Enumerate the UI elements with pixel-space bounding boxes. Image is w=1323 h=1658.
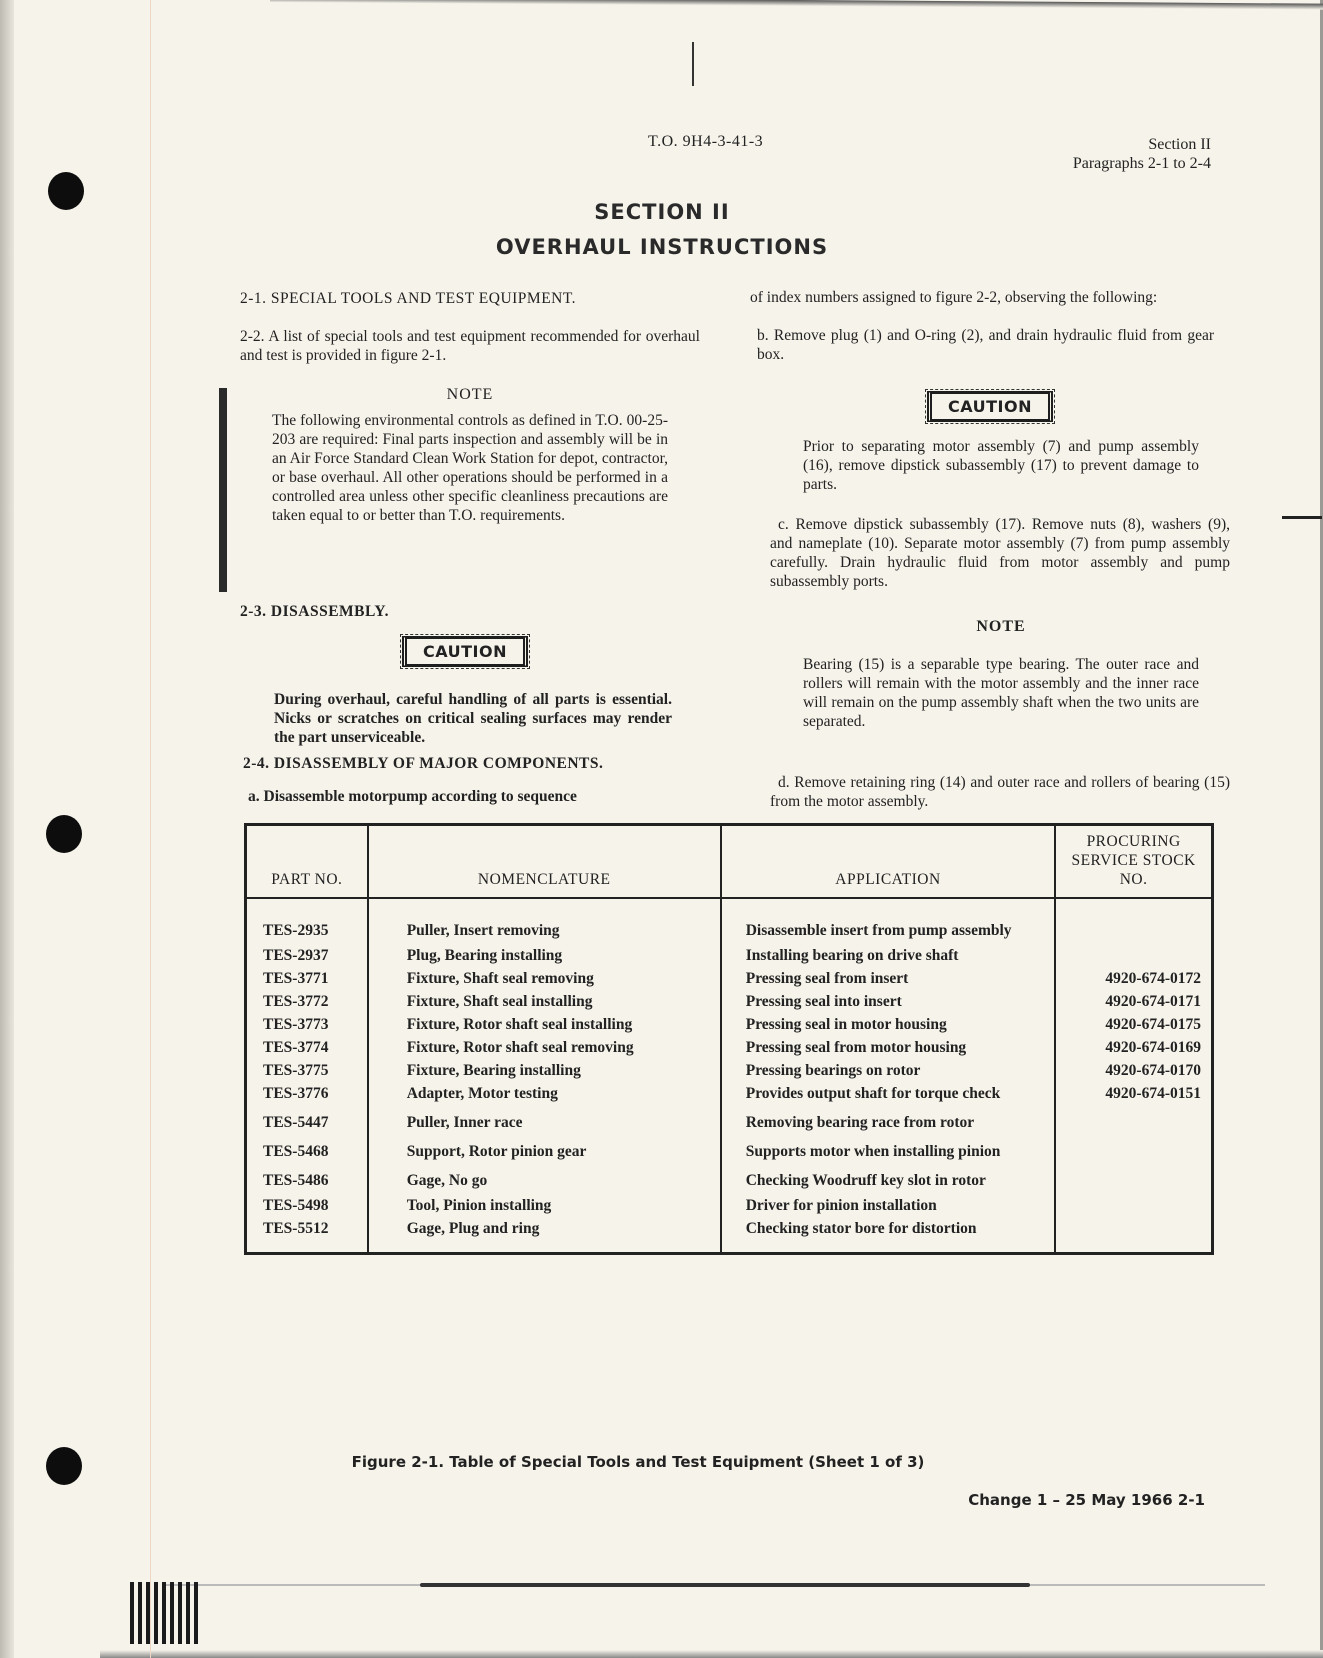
part-no-cell: TES-2937: [246, 940, 368, 965]
section-title: SECTION II: [594, 200, 730, 224]
heading-disassembly: 2-3. DISASSEMBLY.: [240, 603, 390, 620]
table-row: [246, 1034, 1213, 1057]
note-block: [803, 617, 1199, 731]
application-cell: Installing bearing on drive shaft: [721, 940, 1055, 965]
continued-text: of index numbers assigned to figure 2-2, observing the following:: [750, 289, 1158, 306]
table-header-row: [246, 825, 1213, 899]
table-row: [246, 965, 1213, 988]
part-no-cell: TES-5447: [246, 1103, 368, 1132]
scan-line: [420, 1583, 1030, 1587]
paragraph-2-3: [240, 602, 700, 621]
stock-no-cell: 4920-674-0170: [1055, 1057, 1212, 1080]
stock-no-cell: 4920-674-0169: [1055, 1034, 1212, 1057]
nomenclature-cell: Puller, Insert removing: [368, 898, 721, 940]
part-no-cell: TES-5512: [246, 1215, 368, 1254]
nomenclature-cell: Fixture, Shaft seal removing: [368, 965, 721, 988]
application-cell: Pressing seal into insert: [721, 988, 1055, 1011]
part-no-cell: TES-3776: [246, 1080, 368, 1103]
application-cell: Supports motor when installing pinion: [721, 1132, 1055, 1161]
step-c-text: c. Remove dipstick subassembly (17). Remove nuts (8), washers (9), and nameplate (10). Separate motor assembly (7) from pump assembly carefully. Drain hydraulic fluid from motor assembly and pump subassembly ports.: [770, 516, 1230, 590]
nomenclature-cell: Plug, Bearing installing: [368, 940, 721, 965]
step-c: [770, 515, 1230, 591]
caution-label: CAUTION: [927, 391, 1053, 422]
application-cell: Checking Woodruff key slot in rotor: [721, 1161, 1055, 1190]
part-no-cell: TES-5486: [246, 1161, 368, 1190]
stock-no-cell: [1055, 1132, 1212, 1161]
step-b: b. Remove plug (1) and O-ring (2), and drain hydraulic fluid from gear box.: [757, 327, 1214, 363]
barcode-mark: [130, 1582, 200, 1644]
nomenclature-cell: Tool, Pinion installing: [368, 1190, 721, 1215]
page-title: OVERHAUL INSTRUCTIONS: [495, 235, 829, 259]
note-label: NOTE: [976, 618, 1026, 635]
part-no-cell: TES-3775: [246, 1057, 368, 1080]
header-application: APPLICATION: [721, 825, 1055, 899]
table-row: [246, 1190, 1213, 1215]
note-text: Bearing (15) is a separable type bearing. The outer race and rollers will remain with the motor assembly and the inner race will remain on the pump assembly shaft when the two units are separated.: [803, 656, 1199, 730]
stock-no-cell: [1055, 1103, 1212, 1132]
part-no-cell: TES-3774: [246, 1034, 368, 1057]
nomenclature-cell: Fixture, Bearing installing: [368, 1057, 721, 1080]
figure-caption: Figure 2-1. Table of Special Tools and Test Equipment (Sheet 1 of 3): [351, 1453, 925, 1471]
nomenclature-cell: Gage, No go: [368, 1161, 721, 1190]
application-cell: Provides output shaft for torque check: [721, 1080, 1055, 1103]
part-no-cell: TES-3771: [246, 965, 368, 988]
page-footer: Change 1 – 25 May 1966 2-1: [968, 1491, 1205, 1509]
table-row: [246, 1080, 1213, 1103]
stock-no-cell: 4920-674-0175: [1055, 1011, 1212, 1034]
paragraph-2-4: [243, 754, 703, 806]
table-row: [246, 1215, 1213, 1254]
application-cell: Pressing seal from insert: [721, 965, 1055, 988]
section-reference: [1073, 135, 1211, 173]
left-column: [240, 289, 700, 365]
right-column: [750, 288, 1214, 364]
caution-text: [274, 690, 672, 747]
application-cell: Pressing bearings on rotor: [721, 1057, 1055, 1080]
table-row: [246, 898, 1213, 940]
nomenclature-cell: Support, Rotor pinion gear: [368, 1132, 721, 1161]
nomenclature-cell: Fixture, Shaft seal installing: [368, 988, 721, 1011]
table-row: [246, 1132, 1213, 1161]
paragraphs-ref: Paragraphs 2-1 to 2-4: [1072, 155, 1211, 172]
part-no-cell: TES-2935: [246, 898, 368, 940]
table-row: [246, 1057, 1213, 1080]
stock-no-cell: [1055, 898, 1212, 940]
table-body: [246, 898, 1213, 1254]
scan-shadow: [270, 0, 1323, 10]
nomenclature-cell: Adapter, Motor testing: [368, 1080, 721, 1103]
application-cell: Driver for pinion installation: [721, 1190, 1055, 1215]
paragraph-2-1: 2-1. SPECIAL TOOLS AND TEST EQUIPMENT.: [240, 290, 577, 307]
section-ref: Section II: [1148, 136, 1211, 153]
caution-label: CAUTION: [402, 636, 528, 667]
part-no-cell: TES-5468: [246, 1132, 368, 1161]
registration-mark: [1282, 516, 1322, 519]
caution-body: Prior to separating motor assembly (7) and pump assembly (16), remove dipstick subassembly (17) to prevent damage to parts.: [803, 438, 1199, 493]
stock-no-cell: 4920-674-0151: [1055, 1080, 1212, 1103]
nomenclature-cell: Fixture, Rotor shaft seal installing: [368, 1011, 721, 1034]
scan-shadow: [100, 1650, 1323, 1658]
application-cell: Checking stator bore for distortion: [721, 1215, 1055, 1254]
step-a: a. Disassemble motorpump according to sequence: [248, 788, 577, 805]
application-cell: Disassemble insert from pump assembly: [721, 898, 1055, 940]
to-number: T.O. 9H4-3-41-3: [648, 133, 764, 150]
part-no-cell: TES-3772: [246, 988, 368, 1011]
caution-body: During overhaul, careful handling of all parts is essential. Nicks or scratches on critical sealing surfaces may render the part unserviceable.: [274, 691, 672, 746]
stock-no-cell: 4920-674-0171: [1055, 988, 1212, 1011]
paragraph-2-2: 2-2. A list of special tools and test equipment recommended for overhaul and test is provided in figure 2-1.: [240, 328, 700, 364]
stock-no-cell: [1055, 1161, 1212, 1190]
nomenclature-cell: Fixture, Rotor shaft seal removing: [368, 1034, 721, 1057]
tools-table: [244, 823, 1214, 1255]
stock-no-cell: 4920-674-0172: [1055, 965, 1212, 988]
note-label: NOTE: [446, 386, 494, 403]
header-part-no: PART NO.: [246, 825, 368, 899]
note-block: [272, 385, 668, 525]
stock-no-cell: [1055, 940, 1212, 965]
stock-no-cell: [1055, 1215, 1212, 1254]
application-cell: Pressing seal in motor housing: [721, 1011, 1055, 1034]
header-stock-no: PROCURING SERVICE STOCK NO.: [1055, 825, 1212, 899]
registration-mark: [692, 42, 694, 86]
table-row: [246, 1103, 1213, 1132]
header-nomenclature: NOMENCLATURE: [368, 825, 721, 899]
step-d-text: d. Remove retaining ring (14) and outer race and rollers of bearing (15) from the motor assembly.: [770, 774, 1230, 810]
application-cell: Pressing seal from motor housing: [721, 1034, 1055, 1057]
table-row: [246, 988, 1213, 1011]
note-text: The following environmental controls as defined in T.O. 00-25-203 are required: Final parts inspection and assembly will be in an Air Force Standard Clean Work Station for depot, contractor, or base overhaul. All other operations should be performed in a controlled area unless other specific cleanliness precautions are taken equal to or better than T.O. requirements.: [272, 412, 669, 524]
table-row: [246, 1011, 1213, 1034]
stock-no-cell: [1055, 1190, 1212, 1215]
application-cell: Removing bearing race from rotor: [721, 1103, 1055, 1132]
step-d: [770, 773, 1230, 811]
part-no-cell: TES-3773: [246, 1011, 368, 1034]
change-bar: [219, 388, 227, 592]
nomenclature-cell: Gage, Plug and ring: [368, 1215, 721, 1254]
caution-text: [803, 437, 1199, 494]
part-no-cell: TES-5498: [246, 1190, 368, 1215]
table-row: [246, 940, 1213, 965]
punch-hole: [46, 815, 82, 853]
nomenclature-cell: Puller, Inner race: [368, 1103, 721, 1132]
heading-disassembly-major: 2-4. DISASSEMBLY OF MAJOR COMPONENTS.: [243, 755, 604, 772]
table-row: [246, 1161, 1213, 1190]
